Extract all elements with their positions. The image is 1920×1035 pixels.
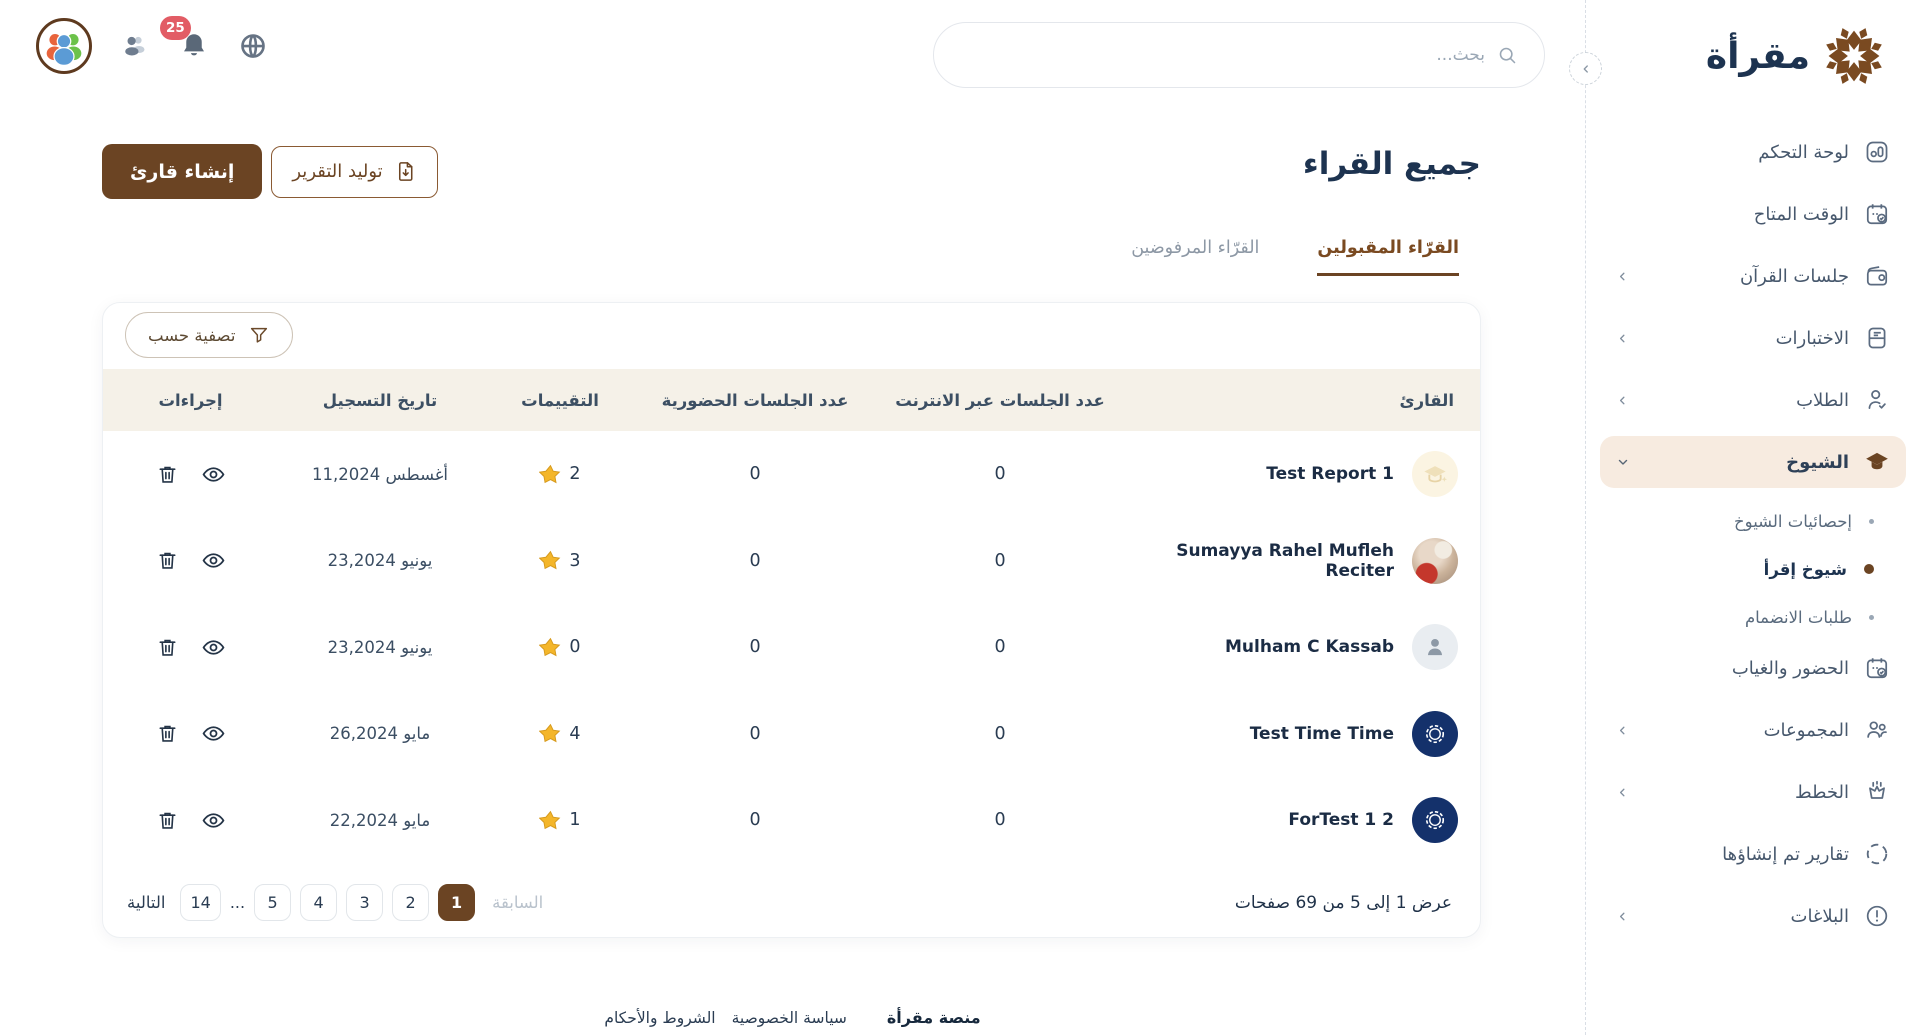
reader-avatar [1412,797,1458,843]
inperson-sessions-value: 0 [749,810,761,831]
wallet-icon [1864,263,1890,289]
column-header-online-sessions: عدد الجلسات عبر الانترنت [895,390,1105,410]
graduation-cap-icon [1864,449,1890,475]
calendar-clock-icon [1864,201,1890,227]
registration-date-value: يونيو 23,2024 [327,637,433,657]
online-sessions-value: 0 [994,464,1006,485]
column-header-ratings: التقييمات [521,390,599,410]
star-icon [539,463,562,486]
sidebar-item-complaints[interactable]: البلاغات [1600,890,1906,942]
star-icon [539,636,562,659]
notifications-button[interactable] [166,20,210,62]
globe-icon [238,31,268,61]
table-body [103,431,1480,864]
reader-name: ForTest 1 2 [1288,810,1394,831]
rating-cell [480,691,640,778]
tab-rejected-readers[interactable]: القرّاء المرفوضين [1131,238,1260,258]
reader-avatar [1412,538,1458,584]
report-circle-icon [1864,841,1890,867]
online-sessions-value: 0 [994,637,1006,658]
delete-button[interactable] [156,722,179,745]
star-icon [539,809,562,832]
rating-cell [480,431,640,518]
rating-value: 4 [569,723,581,744]
footer [0,1008,1585,1027]
view-button[interactable] [201,808,226,833]
search-input[interactable] [960,45,1485,65]
column-header-inperson-sessions: عدد الجلسات الحضورية [661,390,849,410]
registration-date-value: يونيو 23,2024 [327,551,433,571]
footer-terms-link[interactable]: الشروط والأحكام [604,1008,716,1027]
page-button-2[interactable]: 2 [392,884,429,921]
rating-value: 2 [569,464,581,485]
sidebar-item-students[interactable]: الطلاب [1600,374,1906,426]
sidebar-subitem-sheikh-statistics[interactable]: إحصائيات الشيوخ [1600,498,1890,544]
funnel-icon [248,324,270,346]
registration-date-value: مايو 26,2024 [329,724,431,744]
sidebar-item-sheikhs[interactable]: الشيوخ [1600,436,1906,488]
view-button[interactable] [201,548,226,573]
generate-report-button[interactable]: توليد التقرير [271,146,437,198]
table-row [103,777,1480,864]
maqraa-logo-icon [1822,24,1886,88]
column-header-actions: إجراءات [158,390,223,410]
delete-button[interactable] [156,636,179,659]
crown-icon [1864,779,1890,805]
bullet-dot-icon [1869,519,1874,524]
inperson-sessions-value: 0 [749,723,761,744]
online-sessions-value: 0 [994,723,1006,744]
page-button-last[interactable]: 14 [180,884,220,921]
view-button[interactable] [201,635,226,660]
sidebar-item-quran-sessions[interactable]: جلسات القرآن [1600,250,1906,302]
registration-date-value: مايو 22,2024 [329,810,431,830]
registration-date-value: أغسطس 11,2024 [312,464,448,484]
student-check-icon [1864,387,1890,413]
inperson-sessions-value: 0 [749,637,761,658]
sidebar-item-dashboard[interactable]: لوحة التحكم [1600,126,1906,178]
reader-tabs [1131,238,1459,276]
chevron-down-icon [1616,455,1630,469]
column-header-reader: القارئ [1399,390,1454,410]
sidebar [1585,0,1920,1035]
reader-name: Mulham C Kassab [1225,637,1394,658]
bullet-dot-icon [1864,564,1874,574]
calendar-check-icon [1864,655,1890,681]
profile-shortcut-button[interactable] [120,31,150,61]
users-group-icon [1864,717,1890,743]
star-icon [539,722,562,745]
topbar-user-cluster [36,18,268,74]
rating-cell [480,604,640,691]
online-sessions-value: 0 [994,550,1006,571]
pagination [127,884,1452,921]
reader-name: Test Time Time [1249,723,1394,744]
page-title: جميع القراء [1302,146,1481,182]
footer-brand: منصة مقرأة [886,1008,981,1027]
table-row [103,518,1480,605]
brand-name: مقرأة [1705,35,1810,77]
sidebar-item-tests[interactable]: الاختبارات [1600,312,1906,364]
search-bar [933,22,1545,88]
notebook-icon [1864,325,1890,351]
previous-page-button[interactable]: السابقة [492,893,544,912]
view-button[interactable] [201,721,226,746]
rating-value: 3 [569,550,581,571]
column-header-registration-date: تاريخ التسجيل [322,390,438,410]
chevron-left-icon [1616,332,1629,345]
next-page-button[interactable]: التالية [127,893,166,912]
sidebar-item-groups[interactable]: المجموعات [1600,704,1906,756]
page-button-5[interactable]: 5 [254,884,291,921]
sidebar-item-available-time[interactable]: الوقت المتاح [1600,188,1906,240]
rating-value: 0 [569,637,581,658]
rating-cell [480,518,640,605]
main-content [102,110,1483,1035]
sidebar-collapse-button[interactable] [1569,52,1602,85]
footer-privacy-link[interactable]: سياسة الخصوصية [731,1008,847,1027]
pager [127,884,543,921]
user-avatar[interactable] [36,18,92,74]
reader-name: Sumayya Rahel Mufleh Reciter [1176,540,1394,581]
page-button-1[interactable]: 1 [438,884,475,921]
chevron-left-icon [1616,786,1629,799]
star-icon [539,549,562,572]
pagination-ellipsis: ... [229,893,246,912]
table-header-row [103,369,1480,431]
rating-value: 1 [569,810,581,831]
profile-icon [120,31,150,61]
sidebar-item-generated-reports[interactable]: تقارير تم إنشاؤها [1600,828,1906,880]
sidebar-subitem-iqra-sheikhs[interactable]: شيوخ إقرأ [1600,546,1890,592]
delete-button[interactable] [156,463,179,486]
search-icon [1497,45,1518,66]
bullet-dot-icon [1869,615,1874,620]
reader-avatar [1412,711,1458,757]
reader-avatar [1412,624,1458,670]
filter-button[interactable]: تصفية حسب [125,312,293,358]
create-reader-button[interactable]: إنشاء قارئ [102,144,262,199]
reader-avatar [1412,451,1458,497]
page-actions [102,144,438,199]
inperson-sessions-value: 0 [749,550,761,571]
rating-cell [480,777,640,864]
sidebar-item-plans[interactable]: الخطط [1600,766,1906,818]
notifications-badge: 25 [160,16,191,40]
tab-accepted-readers[interactable]: القرّاء المقبولين [1317,238,1459,276]
document-download-icon [394,160,417,183]
sidebar-nav [1586,126,1920,952]
chevron-left-icon [1580,63,1592,75]
pagination-summary: عرض 1 إلى 5 من 69 صفحات [1234,892,1452,913]
inperson-sessions-value: 0 [749,464,761,485]
page-button-3[interactable]: 3 [346,884,383,921]
table-row [103,604,1480,691]
alert-circle-icon [1864,903,1890,929]
delete-button[interactable] [156,809,179,832]
chevron-left-icon [1616,270,1629,283]
group-avatar-icon [43,25,85,67]
table-row [103,431,1480,518]
view-button[interactable] [201,462,226,487]
page-button-4[interactable]: 4 [300,884,337,921]
chevron-left-icon [1616,910,1629,923]
sidebar-item-attendance[interactable]: الحضور والغياب [1600,642,1906,694]
table-row [103,691,1480,778]
chevron-left-icon [1616,394,1629,407]
brand [1586,0,1920,88]
language-button[interactable] [238,31,268,61]
reader-name: Test Report 1 [1266,464,1394,485]
chevron-left-icon [1616,724,1629,737]
online-sessions-value: 0 [994,810,1006,831]
readers-table-card [102,302,1481,938]
sidebar-subitem-join-requests[interactable]: طلبات الانضمام [1600,594,1890,640]
dashboard-icon [1864,139,1890,165]
delete-button[interactable] [156,549,179,572]
